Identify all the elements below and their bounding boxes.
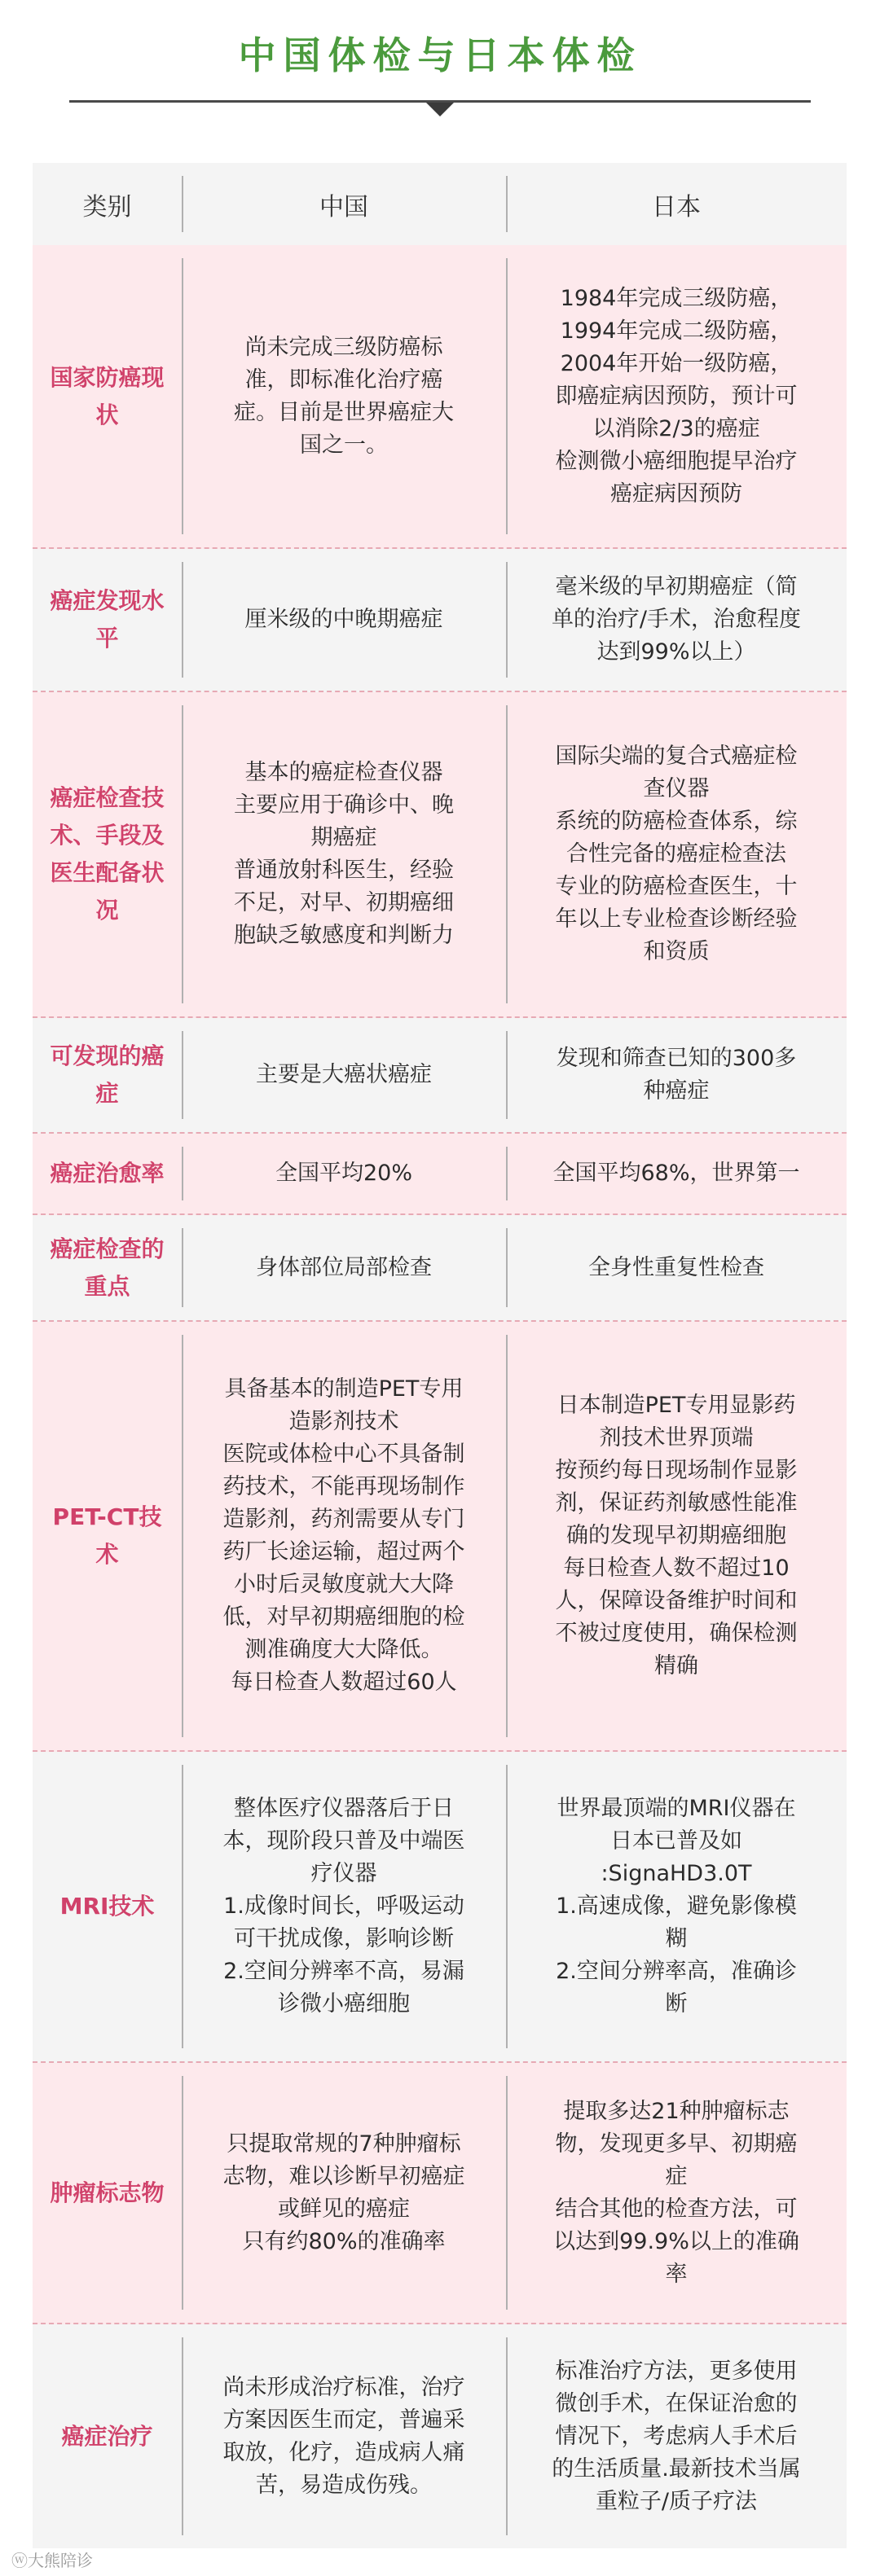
row-japan: 世界最顶端的MRI仪器在 日本已普及如 :SignaHD3.0T 1.高速成像，避免影像模 糊 2.空间分辨率高，准确诊 断 <box>506 1752 847 2061</box>
table-header <box>33 163 847 245</box>
header-japan: 日本 <box>506 163 847 245</box>
page-title: 中国体检与日本体检 <box>238 33 642 77</box>
table-row <box>33 2324 847 2548</box>
row-china: 基本的癌症检查仪器 主要应用于确诊中、晚 期癌症 普通放射科医生，经验 不足，对早、初期癌细 胞缺乏敏感度和判断力 <box>182 692 506 1016</box>
row-category: PET-CT技 术 <box>52 1503 162 1568</box>
row-china: 整体医疗仪器落后于日 本，现阶段只普及中端医 疗仪器 1.成像时间长，呼吸运动 可干扰成像，影响诊断 2.空间分辨率不高，易漏 诊微小癌细胞 <box>182 1752 506 2061</box>
row-japan: 国际尖端的复合式癌症检 查仪器 系统的防癌检查体系，综 合性完备的癌症检查法 专业的防癌检查医生，十 年以上专业检查诊断经验 和资质 <box>506 692 847 1016</box>
table-row <box>33 1322 847 1752</box>
header-china: 中国 <box>182 163 506 245</box>
table-row <box>33 1134 847 1215</box>
row-china: 具备基本的制造PET专用 造影剂技术 医院或体检中心不具备制 药技术，不能再现场制作 造影剂，药剂需要从专门 药厂长途运输，超过两个 小时后灵敏度就大大降 低，对早初期癌细胞的检 测准确度大大降低。 每日检查人数超过60人 <box>182 1322 506 1750</box>
divider-triangle-icon <box>426 103 454 116</box>
table-row <box>33 549 847 692</box>
row-category: 癌症治愈率 <box>50 1160 165 1187</box>
row-china: 尚未形成治疗标准，治疗 方案因医生而定，普遍采 取放，化疗，造成病人痛 苦，易造成伤残。 <box>182 2324 506 2548</box>
table-row <box>33 1752 847 2063</box>
table-row <box>33 2063 847 2324</box>
table-row <box>33 1018 847 1134</box>
row-japan: 全国平均68%，世界第一 <box>506 1134 847 1213</box>
row-japan: 全身性重复性检查 <box>506 1215 847 1320</box>
row-japan: 日本制造PET专用显影药 剂技术世界顶端 按预约每日现场制作显影 剂，保证药剂敏感性能准 确的发现早初期癌细胞 每日检查人数不超过10 人，保障设备维护时间和 不被过度使用，确保检测 精确 <box>506 1322 847 1750</box>
table-row <box>33 245 847 549</box>
row-japan: 标准治疗方法，更多使用 微创手术，在保证治愈的 情况下，考虑病人手术后 的生活质量.最新技术当属 重粒子/质子疗法 <box>506 2324 847 2548</box>
row-category: 国家防癌现 状 <box>50 363 165 428</box>
row-category: 可发现的癌 症 <box>50 1042 165 1107</box>
row-japan: 发现和筛查已知的300多 种癌症 <box>506 1018 847 1132</box>
row-china: 厘米级的中晚期癌症 <box>182 549 506 691</box>
row-china: 身体部位局部检查 <box>182 1215 506 1320</box>
row-category: 癌症检查技 术、手段及 医生配备状 况 <box>50 784 165 924</box>
row-japan: 提取多达21种肿瘤标志 物，发现更多早、初期癌 症 结合其他的检查方法，可 以达到99.9%以上的准确 率 <box>506 2063 847 2323</box>
comparison-table <box>33 163 847 2548</box>
row-china: 全国平均20% <box>182 1134 506 1213</box>
watermark: ⓦ大熊陪诊 <box>11 2551 93 2570</box>
row-category: 癌症发现水 平 <box>50 587 165 652</box>
row-japan: 毫米级的早初期癌症（简 单的治疗/手术，治愈程度 达到99%以上） <box>506 549 847 691</box>
table-row <box>33 692 847 1018</box>
row-japan: 1984年完成三级防癌， 1994年完成二级防癌， 2004年开始一级防癌， 即癌症病因预防，预计可 以消除2/3的癌症 检测微小癌细胞提早治疗 癌症病因预防 <box>506 245 847 547</box>
row-china: 主要是大癌状癌症 <box>182 1018 506 1132</box>
header-category: 类别 <box>82 192 132 222</box>
table-row <box>33 1215 847 1322</box>
row-category: 癌症检查的 重点 <box>50 1235 165 1300</box>
row-category: 肿瘤标志物 <box>50 2179 165 2206</box>
row-category: MRI技术 <box>59 1893 155 1920</box>
row-category: 癌症治疗 <box>61 2422 153 2450</box>
row-china: 只提取常规的7种肿瘤标 志物，难以诊断早初癌症 或鲜见的癌症 只有约80%的准确率 <box>182 2063 506 2323</box>
row-china: 尚未完成三级防癌标 准，即标准化治疗癌 症。目前是世界癌症大 国之一。 <box>182 245 506 547</box>
